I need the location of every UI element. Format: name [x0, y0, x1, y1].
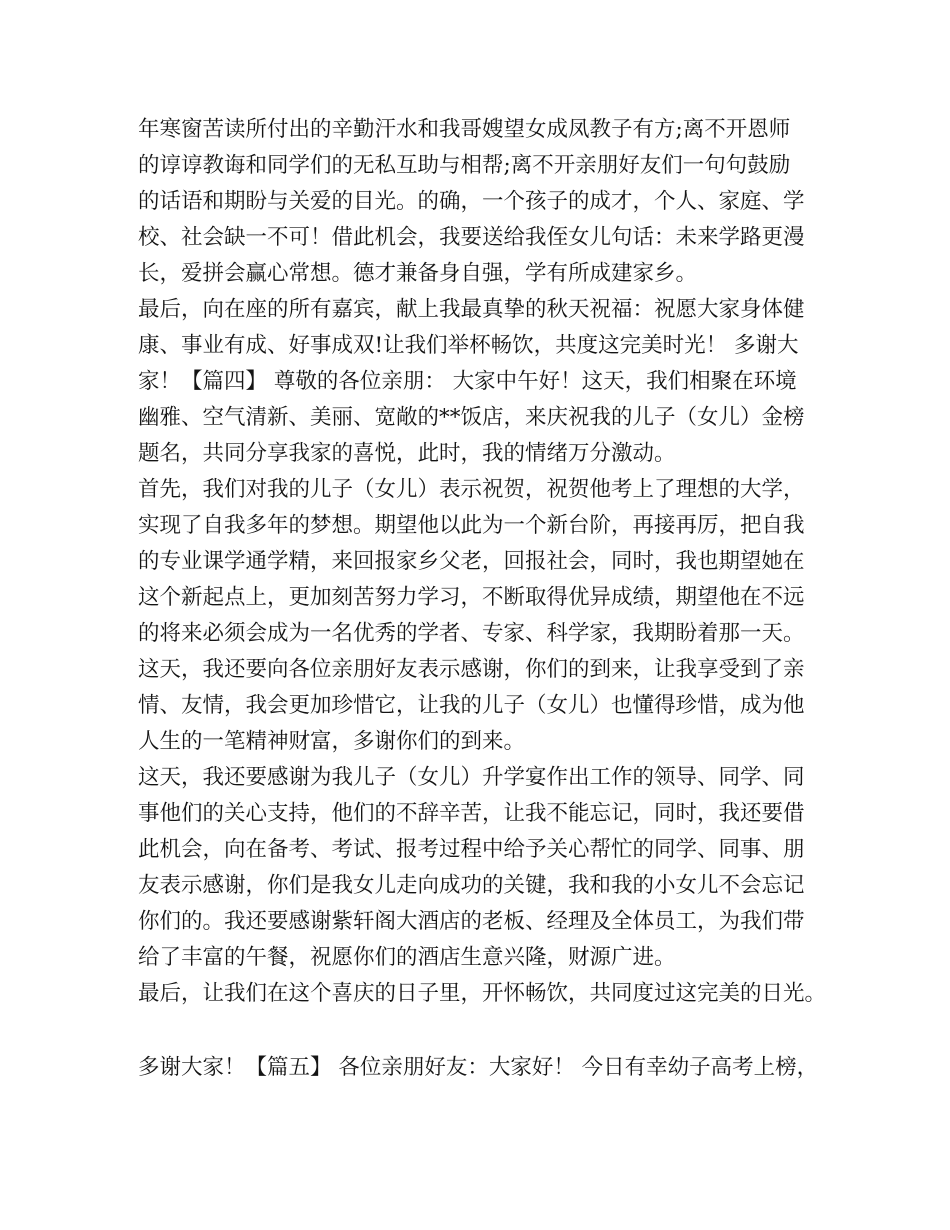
- text-line: 这个新起点上，更加刻苦努力学习，不断取得优异成绩，期望他在不远: [138, 585, 805, 610]
- text-line: 的话语和期盼与关爱的目光。的确，一个孩子的成才，个人、家庭、学: [138, 189, 805, 214]
- text-line: 年寒窗苦读所付出的辛勤汗水和我哥嫂望女成凤教子有方;离不开恩师: [138, 117, 791, 142]
- text-line: 多谢大家！【篇五】 各位亲朋好友：大家好！ 今日有幸幼子高考上榜，: [138, 1055, 819, 1080]
- text-line: 家！【篇四】 尊敬的各位亲朋： 大家中午好！这天，我们相聚在环境: [138, 369, 797, 394]
- text-line: 康、事业有成、好事成双!让我们举杯畅饮，共度这完美时光！ 多谢大: [138, 333, 799, 358]
- text-line: 你们的。我还要感谢紫轩阁大酒店的老板、经理及全体员工，为我们带: [138, 909, 805, 934]
- text-line: 长，爱拼会赢心常想。德才兼备身自强，学有所成建家乡。: [138, 261, 698, 286]
- text-line: 首先，我们对我的儿子（女儿）表示祝贺，祝贺他考上了理想的大学，: [138, 477, 805, 502]
- text-line: 实现了自我多年的梦想。期望他以此为一个新台阶，再接再厉，把自我: [138, 513, 805, 538]
- text-line: 校、社会缺一不可！借此机会，我要送给我侄女儿句话：未来学路更漫: [138, 225, 805, 250]
- text-line: 此机会，向在备考、考试、报考过程中给予关心帮忙的同学、同事、朋: [138, 837, 805, 862]
- text-line: 这天，我还要感谢为我儿子（女儿）升学宴作出工作的领导、同学、同: [138, 765, 805, 790]
- text-line: 情、友情，我会更加珍惜它，让我的儿子（女儿）也懂得珍惜，成为他: [138, 693, 805, 718]
- text-line: 最后，向在座的所有嘉宾，献上我最真挚的秋天祝福：祝愿大家身体健: [138, 297, 805, 322]
- text-line: 幽雅、空气清新、美丽、宽敞的**饭店，来庆祝我的儿子（女儿）金榜: [138, 405, 805, 430]
- text-line: 最后，让我们在这个喜庆的日子里，开怀畅饮，共同度过这完美的日光。: [138, 981, 827, 1006]
- text-line: 给了丰富的午餐，祝愿你们的酒店生意兴隆，财源广进。: [138, 945, 676, 970]
- text-line: 人生的一笔精神财富，多谢你们的到来。: [138, 729, 526, 754]
- text-line: 的谆谆教诲和同学们的无私互助与相帮;离不开亲朋好友们一句句鼓励: [138, 153, 791, 178]
- text-line: 的将来必须会成为一名优秀的学者、专家、科学家，我期盼着那一天。: [138, 621, 805, 646]
- text-line: 的专业课学通学精，来回报家乡父老，回报社会，同时，我也期望她在: [138, 549, 805, 574]
- text-line: 友表示感谢，你们是我女儿走向成功的关键，我和我的小女儿不会忘记: [138, 873, 805, 898]
- text-line: 题名，共同分享我家的喜悦，此时，我的情绪万分激动。: [138, 441, 676, 466]
- text-line: 这天，我还要向各位亲朋好友表示感谢，你们的到来，让我享受到了亲: [138, 657, 805, 682]
- text-line: 事他们的关心支持，他们的不辞辛苦，让我不能忘记，同时，我还要借: [138, 801, 805, 826]
